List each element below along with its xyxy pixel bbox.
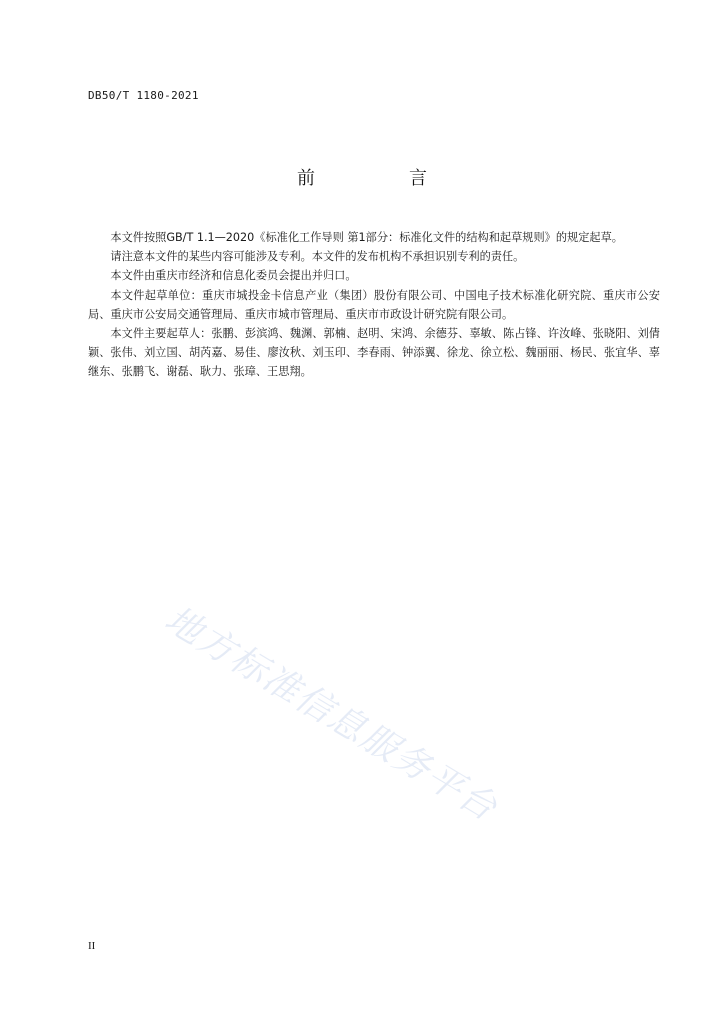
foreword-body <box>88 228 660 382</box>
watermark: 地方标准信息服务平台 <box>157 598 505 830</box>
paragraph-drafting-units: 本文件起草单位：重庆市城投金卡信息产业（集团）股份有限公司、中国电子技术标准化研究院、重庆市公安局、重庆市公安局交通管理局、重庆市城市管理局、重庆市市政设计研究院有限公司。 <box>88 288 660 321</box>
page-title: 前 言 <box>297 168 465 189</box>
paragraph-proposer: 本文件由重庆市经济和信息化委员会提出并归口。 <box>110 269 357 283</box>
paragraph-patent-notice: 请注意本文件的某些内容可能涉及专利。本文件的发布机构不承担识别专利的责任。 <box>110 250 525 264</box>
page-number: II <box>88 940 96 952</box>
document-code: DB50/T 1180-2021 <box>88 89 199 102</box>
paragraph-main-drafters: 本文件主要起草人：张鹏、彭滨鸿、魏渊、郭楠、赵明、宋鸿、余德芬、辜敏、陈占锋、许汝峰、张晓阳、刘倩颖、张伟、刘立国、胡芮嘉、易佳、廖汝秋、刘玉印、李春雨、钟添翼、徐龙、徐立松、魏丽丽、杨民、张宜华、辜继东、张鹏飞、谢磊、耿力、张璋、王思翔。 <box>88 327 660 379</box>
paragraph-drafting-rules: 本文件按照GB/T 1.1—2020《标准化工作导则 第1部分：标准化文件的结构和起草规则》的规定起草。 <box>110 231 623 244</box>
